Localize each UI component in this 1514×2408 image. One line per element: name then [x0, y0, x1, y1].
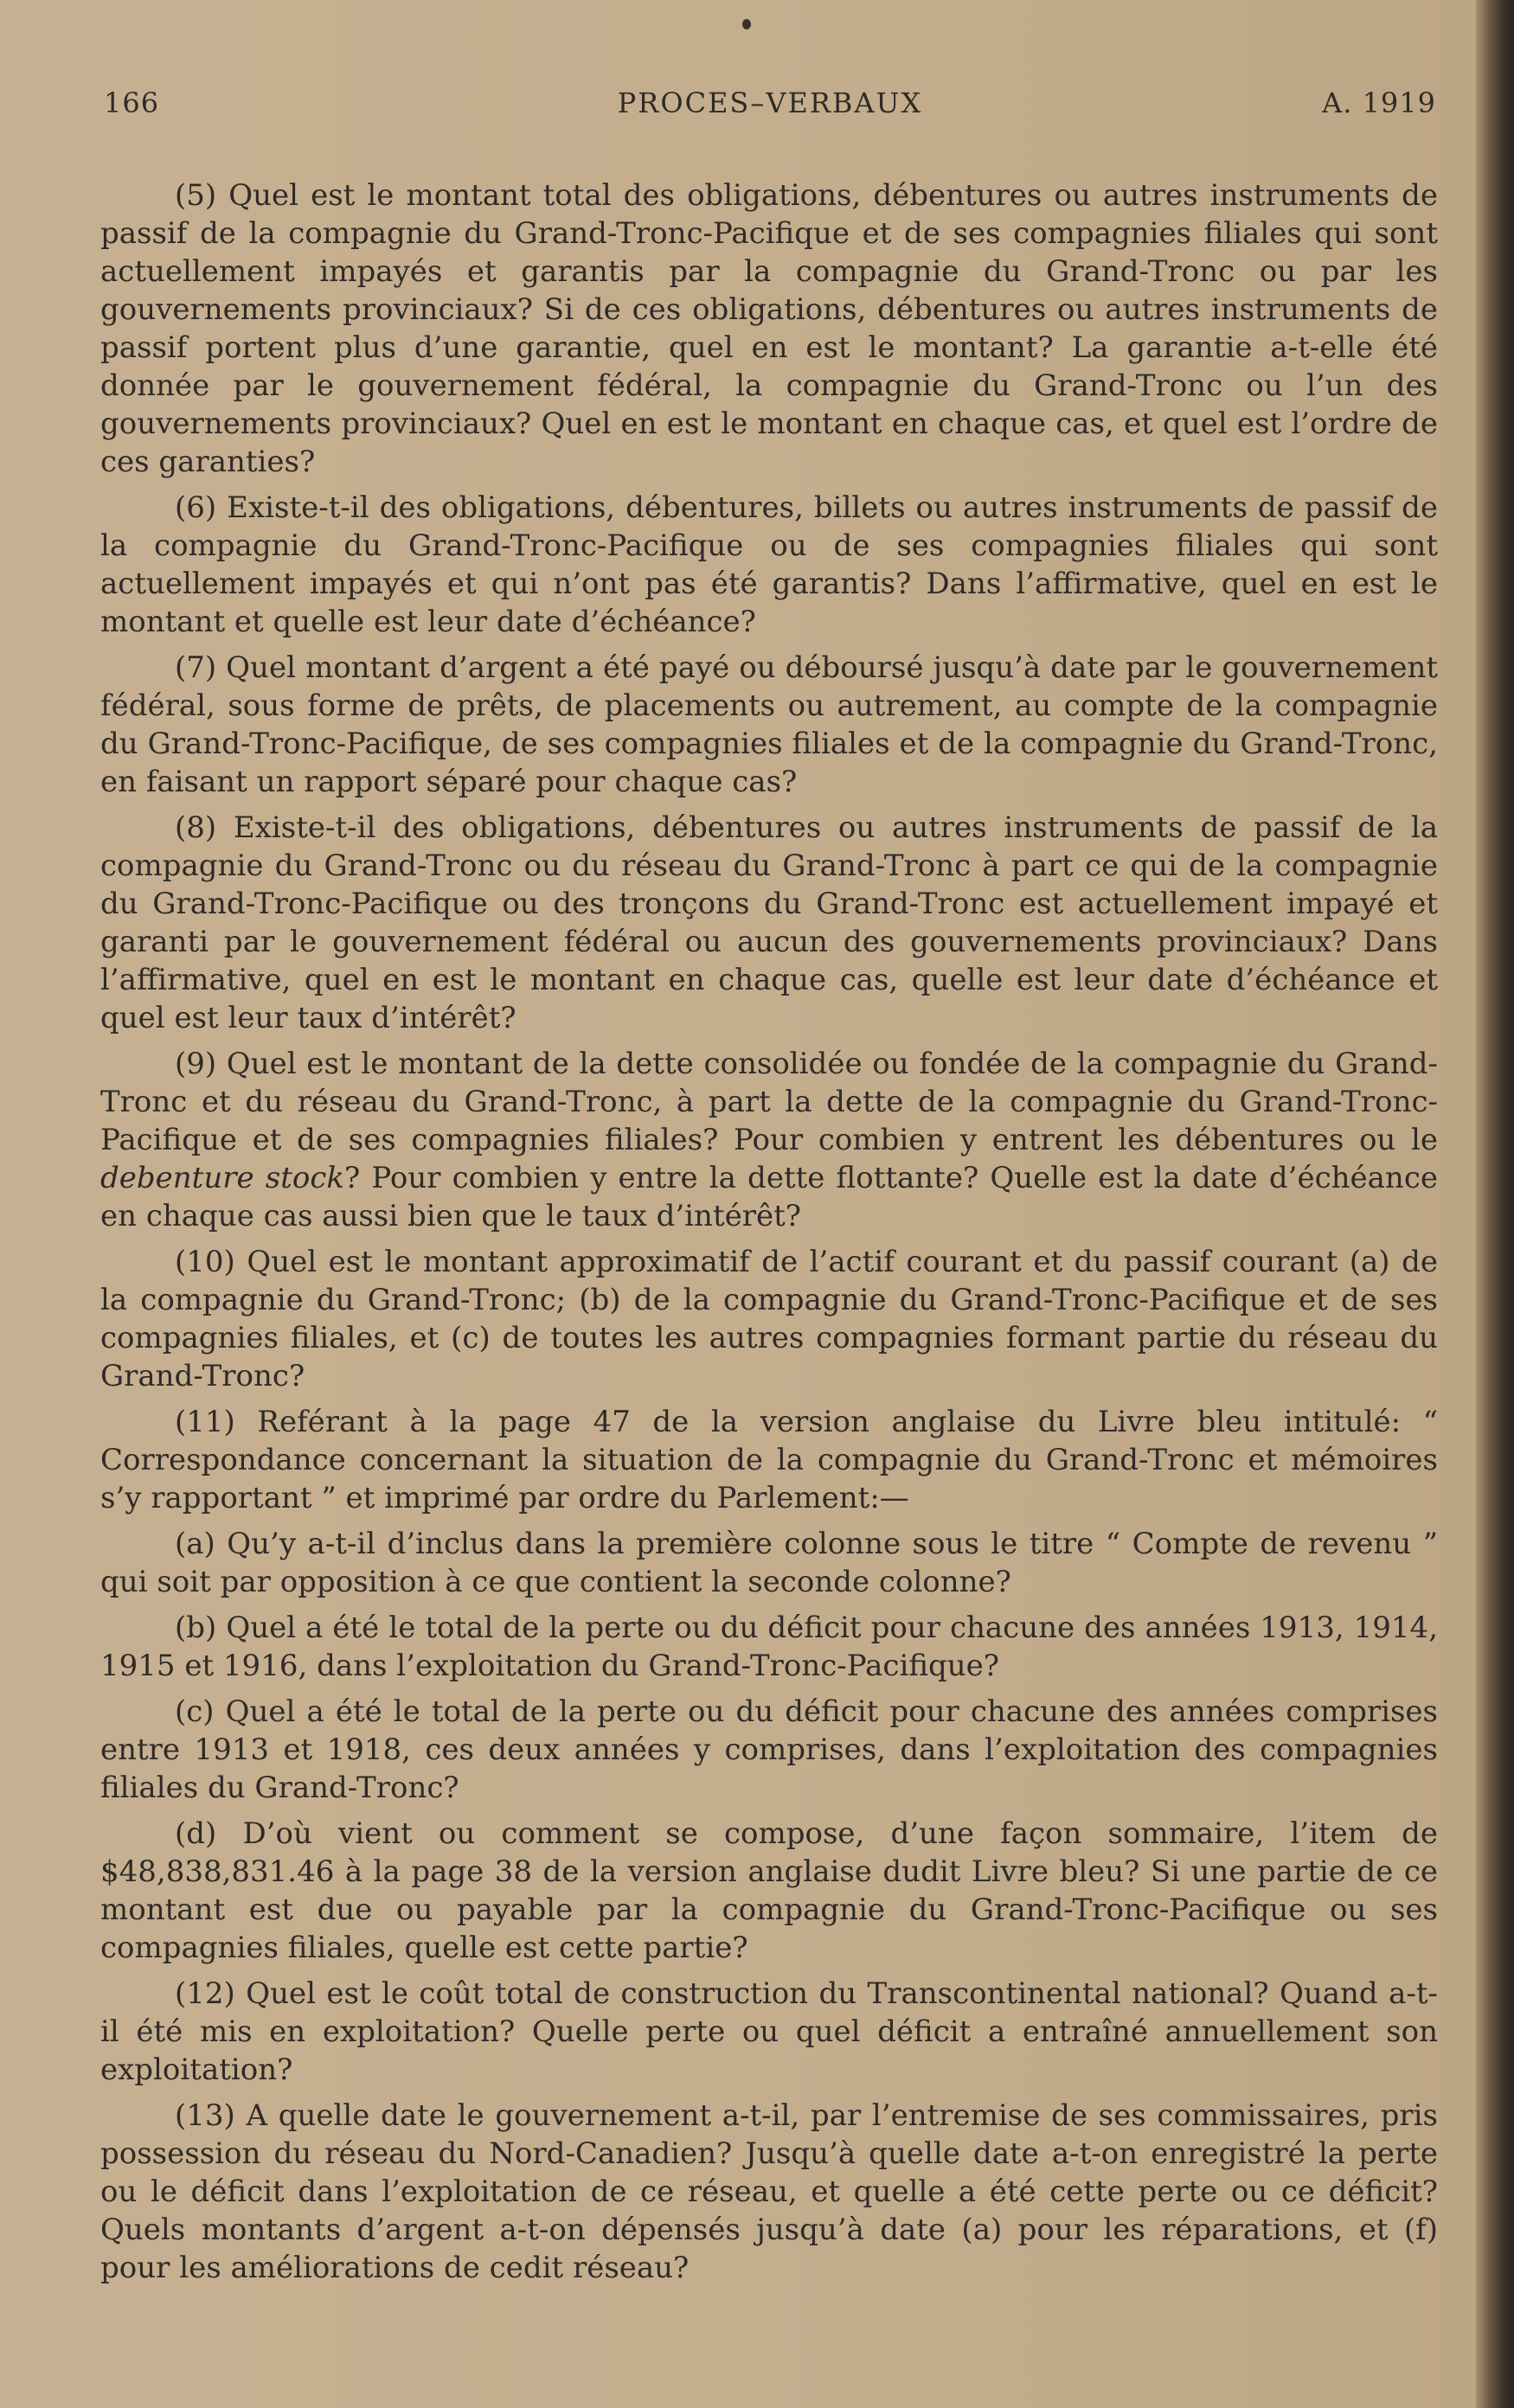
- header-year: A. 1919: [1322, 86, 1436, 119]
- paragraph-question-12: (12) Quel est le coût total de construction du Transcontinental national? Quand a-t-il été mis en exploitation? Quelle perte ou quel déficit a entraîné annuellement son exploitation?: [100, 1976, 1438, 2087]
- page-header: [104, 86, 1436, 130]
- paragraph-question-9: [100, 1045, 1438, 1235]
- running-title: PROCES–VERBAUX: [617, 86, 923, 119]
- ink-speck: [742, 19, 751, 29]
- paragraph-question-10: (10) Quel est le montant approximatif de l’actif courant et du passif courant (a) de la compagnie du Grand-Tronc; (b) de la compagnie du Grand-Tronc-Pacifique et de ses compagnies filiales, et (c) de toutes les autres compagnies formant partie du réseau du Grand-Tronc?: [100, 1245, 1438, 1393]
- paragraph-question-8: (8) Existe-t-il des obligations, débentures ou autres instruments de passif de la compagnie du Grand-Tronc ou du réseau du Grand-Tronc à part ce qui de la compagnie du Grand-Tronc-Pacifique ou des tronçons du Grand-Tronc est actuellement impayé et garanti par le gouvernement fédéral ou aucun des gouvernements provinciaux? Dans l’affirmative, quel en est le montant en chaque cas, quelle est leur date d’échéance et quel est leur taux d’intérêt?: [100, 810, 1438, 1035]
- paragraph-question-5: (5) Quel est le montant total des obligations, débentures ou autres instruments de passif de la compagnie du Grand-Tronc-Pacifique et de ses compagnies filiales qui sont actuellement impayés et garantis par la compagnie du Grand-Tronc ou par les gouvernements provinciaux? Si de ces obligations, débentures ou autres instruments de passif portent plus d’une garantie, quel en est le montant? La garantie a-t-elle été donnée par le gouvernement fédéral, la compagnie du Grand-Tronc ou l’un des gouvernements provinciaux? Quel en est le montant en chaque cas, et quel est l’ordre de ces garanties?: [100, 178, 1438, 479]
- q9-text-before: (9) Quel est le montant de la dette consolidée ou fondée de la compagnie du Grand-Tronc et du réseau du Grand-Tronc, à part la dette de la compagnie du Grand-Tronc-Pacifique et de ses compagnies filiales? Pour combien y entrent les débentures ou le: [100, 1047, 1438, 1157]
- paragraph-question-11c: (c) Quel a été le total de la perte ou du déficit pour chacune des années comprises entre 1913 et 1918, ces deux années y comprises, dans l’exploitation des compagnies filiales du Grand-Tronc?: [100, 1694, 1438, 1805]
- page-number: 166: [104, 86, 160, 119]
- paragraph-question-13: (13) A quelle date le gouvernement a-t-il, par l’entremise de ses commissaires, pris possession du réseau du Nord-Canadien? Jusqu’à quelle date a-t-on enregistré la perte ou le déficit dans l’exploitation de ce réseau, et quelle a été cette perte ou ce déficit? Quels montants d’argent a-t-on dépensés jusqu’à date (a) pour les réparations, et (f) pour les améliorations de cedit réseau?: [100, 2098, 1438, 2285]
- paragraph-question-6: (6) Existe-t-il des obligations, débentures, billets ou autres instruments de passif de la compagnie du Grand-Tronc-Pacifique ou de ses compagnies filiales qui sont actuellement impayés et qui n’ont pas été garantis? Dans l’affirmative, quel en est le montant et quelle est leur date d’échéance?: [100, 490, 1438, 639]
- q9-text-after: ? Pour combien y entre la dette flottante? Quelle est la date d’échéance en chaque cas aussi bien que le taux d’intérêt?: [100, 1161, 1438, 1233]
- paragraph-question-11b: (b) Quel a été le total de la perte ou du déficit pour chacune des années 1913, 1914, 1915 et 1916, dans l’exploitation du Grand-Tronc-Pacifique?: [100, 1611, 1438, 1683]
- paragraph-question-11a: (a) Qu’y a-t-il d’inclus dans la première colonne sous le titre “ Compte de revenu ” qui soit par opposition à ce que contient la seconde colonne?: [100, 1527, 1438, 1599]
- paragraph-question-7: (7) Quel montant d’argent a été payé ou déboursé jusqu’à date par le gouvernement fédéral, sous forme de prêts, de placements ou autrement, au compte de la compagnie du Grand-Tronc-Pacifique, de ses compagnies filiales et de la compagnie du Grand-Tronc, en faisant un rapport séparé pour chaque cas?: [100, 650, 1438, 799]
- paragraph-question-11: (11) Reférant à la page 47 de la version anglaise du Livre bleu intitulé: “ Correspondance concernant la situation de la compagnie du Grand-Tronc et mémoires s’y rapportant ” et imprimé par ordre du Parlement:—: [100, 1405, 1438, 1515]
- paragraph-question-11d: (d) D’où vient ou comment se compose, d’une façon sommaire, l’item de $48,838,831.46 à la page 38 de la version anglaise dudit Livre bleu? Si une partie de ce montant est due ou payable par la compagnie du Grand-Tronc-Pacifique ou ses compagnies filiales, quelle est cette partie?: [100, 1816, 1438, 1965]
- body-text: [100, 176, 1438, 2295]
- q9-italic-term: debenture stock: [100, 1161, 344, 1195]
- binding-edge: [1476, 0, 1514, 2408]
